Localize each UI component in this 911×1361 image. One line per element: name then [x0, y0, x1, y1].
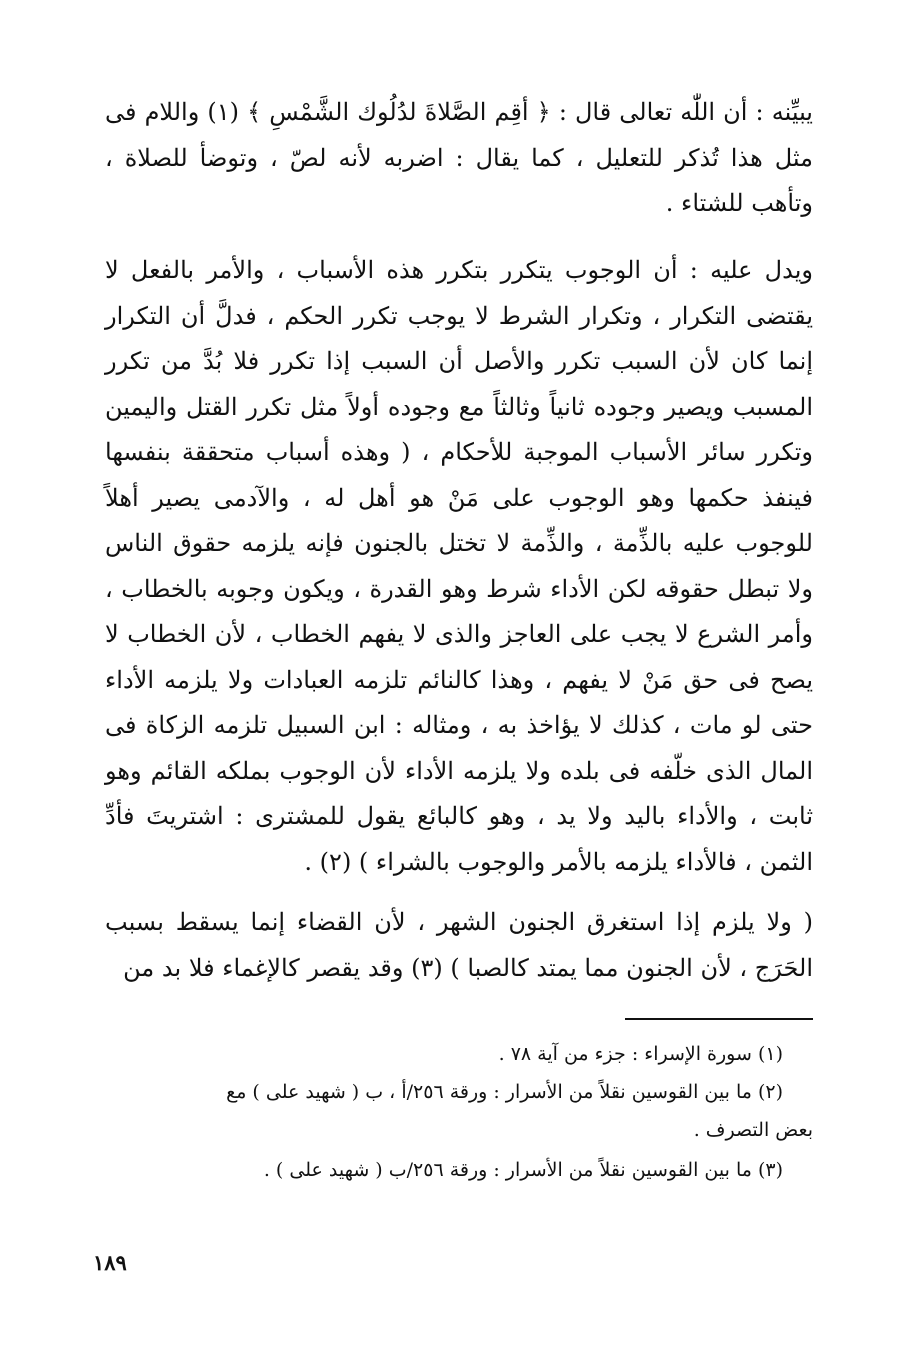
body-paragraph [105, 900, 813, 991]
footnote-2: (٢) ما بين القوسين نقلاً من الأسرار : ورقة ٢٥٦/أ ، ب ( شهيد على ) مع [226, 1081, 783, 1103]
body-paragraph [105, 248, 813, 885]
paragraph-text: يبيِّنه : أن اللّٰه تعالى قال : ﴿ أقِم الصَّلاةَ لدُلُوك الشَّمْسِ ﴾ (١) واللام فى مثل هذا تُذكر للتعليل ، كما يقال : اضربه لأنه لصّ ، وتوضأ للصلاة ، وتأهب للشتاء . [105, 98, 813, 217]
page-number: ١٨٩ [93, 1250, 127, 1275]
paragraph-text: ( ولا يلزم إذا استغرق الجنون الشهر ، لأن القضاء إنما يسقط بسبب الحَرَج ، لأن الجنون مما يمتد كالصبا ) (٣) وقد يقصر كالإغماء فلا بد من [105, 908, 813, 982]
paragraph-text: ويدل عليه : أن الوجوب يتكرر بتكرر هذه الأسباب ، والأمر بالفعل لا يقتضى التكرار ، وتكرار الشرط لا يوجب تكرر الحكم ، فدلَّ أن التكرار إنما كان لأن السبب تكرر والأصل أن السبب إذا تكرر فلا بُدَّ من تكرر المسبب ويصير وجوده ثانياً وثالثاً مع وجوده أولاً مثل تكرر القتل واليمين وتكرر سائر الأسباب الموجبة للأحكام ، ( وهذه أسباب متحققة بنفسها فينفذ حكمها وهو الوجوب على مَنْ هو أهل له ، والآدمى يصير أهلاً للوجوب عليه بالذِّمة ، والذِّمة لا تختل بالجنون فإنه يلزمه حقوق الناس ولا تبطل حقوقه لكن الأداء شرط وهو القدرة ، ويكون وجوبه بالخطاب ، وأمر الشرع لا يجب على العاجز والذى لا يفهم الخطاب ، لأن الخطاب لا يصح فى حق مَنْ لا يفهم ، وهذا كالنائم تلزمه العبادات ولا يلزمه الأداء حتى لو مات ، كذلك لا يؤاخذ به ، ومثاله : ابن السبيل تلزمه الزكاة فى المال الذى خلّفه فى بلده ولا يلزمه الأداء لأن الوجوب بملكه القائم وهو ثابت ، والأداء باليد ولا يد ، وهو كالبائع يقول للمشترى : اشتريتَ فأدِّ الثمن ، فالأداء يلزمه بالأمر والوجوب بالشراء ) (٢) . [105, 256, 814, 876]
footnote-1: (١) سورة الإسراء : جزء من آية ٧٨ . [498, 1043, 783, 1065]
footnotes [105, 1037, 813, 1191]
footnote-separator [625, 1018, 813, 1020]
footnote-2-continuation: بعض التصرف . [693, 1119, 813, 1141]
footnote-3: (٣) ما بين القوسين نقلاً من الأسرار : ورقة ٢٥٦/ب ( شهيد على ) . [263, 1159, 783, 1181]
body-paragraph [105, 90, 813, 227]
